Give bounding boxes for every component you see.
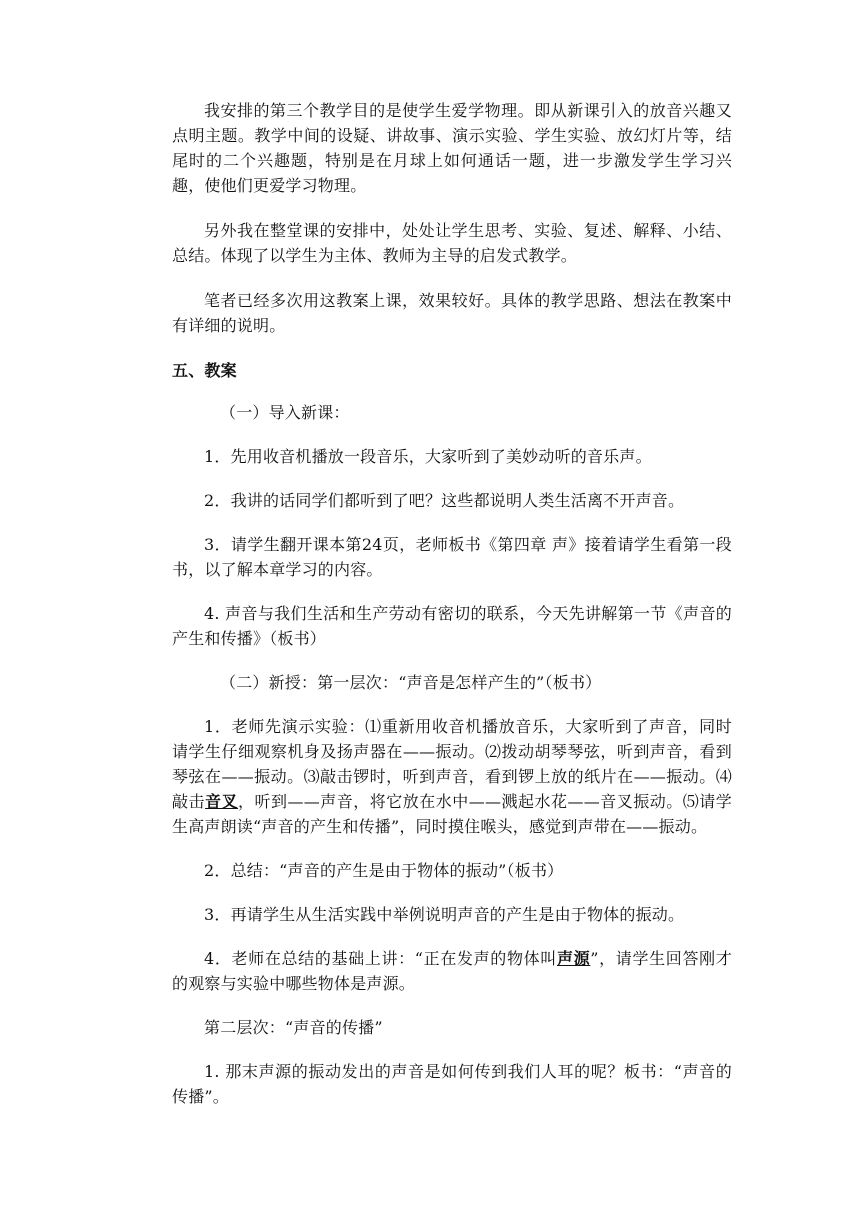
paragraph-arrangement: 另外我在整堂课的安排中，处处让学生思考、实验、复述、解释、小结、总结。体现了以学生为主体、教师为主导的启发式教学。 [172, 221, 732, 265]
term-tuning-fork: 音叉 [205, 792, 239, 811]
paragraph-teaching-goal: 我安排的第三个教学目的是使学生爱学物理。即从新课引入的放音兴趣又点明主题。教学中间的设疑、讲故事、演示实验、学生实验、放幻灯片等，结尾时的二个兴趣题，特别是在月球上如何通话一题，进一步激发学生学习兴趣，使他们更爱学习物理。 [172, 101, 732, 195]
part1-title: （一）导入新课： [220, 403, 350, 422]
document-body [172, 98, 732, 1128]
part2-item-4 [172, 946, 732, 996]
paragraph-author-note: 笔者已经多次用这教案上课，效果较好。具体的教学思路、想法在教案中有详细的说明。 [172, 291, 732, 335]
part2-item-4-text-a: 4．老师在总结的基础上讲：“正在发声的物体叫 [204, 949, 557, 968]
part2-item-4-text-b: ”，请学生回答刚才的观察与实验中哪些物体是声源。 [172, 949, 732, 993]
term-sound-source: 声源 [556, 949, 591, 968]
part2-item-1 [172, 714, 732, 839]
part2-title: （二）新授：第一层次：“声音是怎样产生的”（板书） [220, 673, 602, 692]
section-heading: 五、教案 [172, 361, 237, 380]
part1-item-1: 1．先用收音机播放一段音乐，大家听到了美妙动听的音乐声。 [204, 447, 652, 466]
part2-item-3: 3．再请学生从生活实践中举例说明声音的产生是由于物体的振动。 [204, 905, 685, 924]
level2-title: 第二层次：“声音的传播” [204, 1018, 383, 1037]
part2-item-1-text-b: ，听到——声音，将它放在水中——溅起水花——音叉振动。⑸请学生高声朗读“声音的产生和传播”，同时摸住喉头，感觉到声带在——振动。 [172, 792, 732, 836]
part1-item-4: 4. 声音与我们生活和生产劳动有密切的联系，今天先讲解第一节《声音的产生和传播》（板书） [172, 604, 732, 648]
part1-item-3: 3．请学生翻开课本第24页，老师板书《第四章 声》接着请学生看第一段书，以了解本章学习的内容。 [172, 535, 732, 579]
part2-item-1-text-a: 1．老师先演示实验：⑴重新用收音机播放音乐，大家听到了声音，同时请学生仔细观察机身及扬声器在——振动。⑵拨动胡琴琴弦，听到声音，看到琴弦在——振动。⑶敲击锣时，听到声音，看到锣上放的纸片在——振动。⑷敲击 [172, 717, 732, 811]
part2-item-2: 2．总结：“声音的产生是由于物体的振动”（板书） [204, 861, 564, 880]
level2-item-1: 1. 那末声源的振动发出的声音是如何传到我们人耳的呢？板书：“声音的传播”。 [172, 1062, 732, 1106]
part1-item-2: 2．我讲的话同学们都听到了吧？这些都说明人类生活离不开声音。 [204, 491, 685, 510]
